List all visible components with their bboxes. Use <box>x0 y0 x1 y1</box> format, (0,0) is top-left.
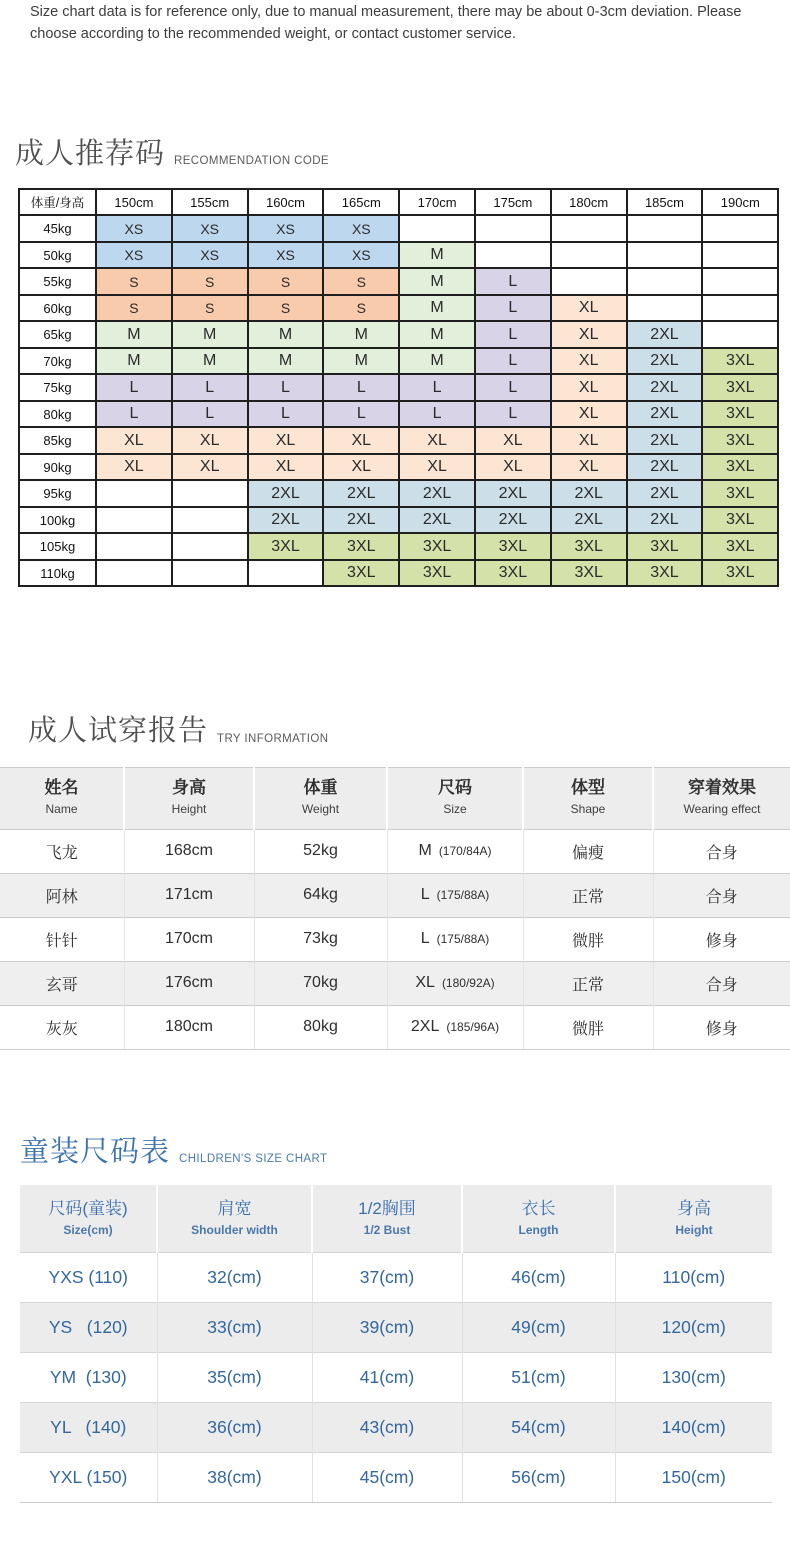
try-column-header <box>523 767 653 829</box>
children-column-header-zh: 肩宽 <box>217 1198 252 1218</box>
size-cell: XL <box>172 454 248 481</box>
size-cell: XL <box>96 454 172 481</box>
tester-name-cell: 针针 <box>0 917 124 961</box>
size-cell: 2XL <box>627 454 703 481</box>
size-cell: 3XL <box>702 374 778 401</box>
size-cell: 2XL <box>627 507 703 534</box>
size-cell: L <box>96 374 172 401</box>
size-cell: 2XL <box>551 507 627 534</box>
children-size-heading <box>20 1136 790 1169</box>
weight-label-cell: 85kg <box>19 427 96 454</box>
size-cell: 3XL <box>702 401 778 428</box>
size-cell: L <box>399 374 475 401</box>
tester-size-detail: (175/88A) <box>436 888 490 903</box>
size-cell: XS <box>323 242 399 269</box>
size-cell: L <box>475 268 551 295</box>
size-cell: L <box>475 295 551 322</box>
children-size-title-en: CHILDREN'S SIZE CHART <box>179 1152 328 1165</box>
weight-label-cell: 105kg <box>19 533 96 560</box>
empty-cell <box>96 560 172 587</box>
tester-name-cell: 灰灰 <box>0 1005 124 1049</box>
size-cell: 2XL <box>627 427 703 454</box>
weight-label-cell: 50kg <box>19 242 96 269</box>
tester-size-cell <box>387 829 523 873</box>
tester-size-cell <box>387 917 523 961</box>
try-column-header-en: Weight <box>301 801 340 816</box>
size-cell: 3XL <box>702 427 778 454</box>
empty-cell <box>627 295 703 322</box>
size-cell: L <box>323 401 399 428</box>
recommendation-row <box>19 268 778 295</box>
empty-cell <box>551 215 627 242</box>
size-cell: M <box>399 295 475 322</box>
try-table-row <box>0 1005 790 1049</box>
size-cell: S <box>172 295 248 322</box>
children-column-header-zh: 1/2胸围 <box>358 1198 416 1218</box>
size-cell: 3XL <box>323 533 399 560</box>
tester-weight-cell: 80kg <box>254 1005 387 1049</box>
size-cell: XL <box>551 427 627 454</box>
try-table-row <box>0 873 790 917</box>
size-cell: XL <box>323 427 399 454</box>
child-measure-cell: 120(cm) <box>615 1303 772 1353</box>
size-cell: XL <box>551 321 627 348</box>
child-size-code-cell: YXL (150) <box>20 1453 157 1503</box>
empty-cell <box>702 242 778 269</box>
child-size-code-cell: YS (120) <box>20 1303 157 1353</box>
size-cell: L <box>475 374 551 401</box>
height-header-cell: 180cm <box>551 189 627 216</box>
recommendation-row <box>19 348 778 375</box>
children-column-header-en: Size(cm) <box>63 1223 113 1238</box>
height-header-cell: 175cm <box>475 189 551 216</box>
adult-recommendation-section <box>0 138 790 588</box>
try-column-header-zh: 尺码 <box>438 777 472 797</box>
tester-shape-cell: 偏瘦 <box>523 829 653 873</box>
empty-cell <box>172 560 248 587</box>
try-column-header-en: Shape <box>570 801 606 816</box>
recommendation-row <box>19 454 778 481</box>
weight-label-cell: 100kg <box>19 507 96 534</box>
try-information-title-zh: 成人试穿报告 <box>28 715 209 748</box>
size-cell: XL <box>248 454 324 481</box>
size-cell: M <box>399 268 475 295</box>
child-measure-cell: 56(cm) <box>462 1453 615 1503</box>
size-cell: 2XL <box>323 480 399 507</box>
tester-effect-cell: 修身 <box>653 917 790 961</box>
recommendation-row <box>19 533 778 560</box>
size-cell: 2XL <box>399 507 475 534</box>
try-column-header <box>124 767 254 829</box>
try-information-title-en: TRY INFORMATION <box>217 732 329 745</box>
recommendation-header-row <box>19 189 778 216</box>
size-cell: M <box>172 321 248 348</box>
child-measure-cell: 46(cm) <box>462 1253 615 1303</box>
size-cell: M <box>248 348 324 375</box>
size-cell: M <box>399 321 475 348</box>
tester-name-cell: 飞龙 <box>0 829 124 873</box>
empty-cell <box>627 215 703 242</box>
size-cell: XL <box>172 427 248 454</box>
child-measure-cell: 140(cm) <box>615 1403 772 1453</box>
size-cell: M <box>399 242 475 269</box>
children-column-header-zh: 衣长 <box>521 1198 556 1218</box>
try-table-body <box>0 829 790 1049</box>
size-cell: S <box>96 295 172 322</box>
child-measure-cell: 35(cm) <box>157 1353 312 1403</box>
empty-cell <box>475 242 551 269</box>
size-cell: 3XL <box>475 560 551 587</box>
tester-name-cell: 阿林 <box>0 873 124 917</box>
children-column-header <box>157 1185 312 1253</box>
size-cell: 2XL <box>323 507 399 534</box>
size-cell: 3XL <box>702 454 778 481</box>
children-column-header <box>615 1185 772 1253</box>
size-cell: L <box>475 321 551 348</box>
child-measure-cell: 33(cm) <box>157 1303 312 1353</box>
recommendation-code-table <box>18 188 779 588</box>
size-cell: M <box>323 321 399 348</box>
size-cell: XL <box>323 454 399 481</box>
tester-weight-cell: 64kg <box>254 873 387 917</box>
tester-effect-cell: 合身 <box>653 961 790 1005</box>
size-cell: 3XL <box>399 560 475 587</box>
size-cell: 2XL <box>627 374 703 401</box>
size-cell: S <box>248 295 324 322</box>
recommendation-table-body <box>19 215 778 586</box>
size-cell: L <box>323 374 399 401</box>
children-table-row <box>20 1303 772 1353</box>
try-information-section <box>0 715 790 1049</box>
tester-shape-cell: 微胖 <box>523 917 653 961</box>
size-cell: 3XL <box>702 507 778 534</box>
height-header-cell: 165cm <box>323 189 399 216</box>
child-measure-cell: 39(cm) <box>312 1303 462 1353</box>
weight-label-cell: 75kg <box>19 374 96 401</box>
try-column-header <box>0 767 124 829</box>
tester-size-cell <box>387 961 523 1005</box>
size-cell: 2XL <box>475 507 551 534</box>
children-column-header-en: Length <box>518 1223 559 1238</box>
tester-height-cell: 180cm <box>124 1005 254 1049</box>
tester-effect-cell: 合身 <box>653 873 790 917</box>
tester-height-cell: 171cm <box>124 873 254 917</box>
recommendation-row <box>19 507 778 534</box>
size-cell: 2XL <box>627 480 703 507</box>
child-measure-cell: 130(cm) <box>615 1353 772 1403</box>
try-table-row <box>0 961 790 1005</box>
size-cell: 2XL <box>627 321 703 348</box>
size-cell: 2XL <box>627 401 703 428</box>
weight-label-cell: 45kg <box>19 215 96 242</box>
recommendation-row <box>19 427 778 454</box>
recommendation-row <box>19 321 778 348</box>
size-cell: S <box>248 268 324 295</box>
weight-label-cell: 90kg <box>19 454 96 481</box>
size-cell: XS <box>248 215 324 242</box>
size-cell: S <box>323 295 399 322</box>
size-cell: M <box>399 348 475 375</box>
size-cell: XL <box>551 454 627 481</box>
tester-size-cell <box>387 873 523 917</box>
tester-size-detail: (170/84A) <box>438 844 492 859</box>
tester-weight-cell: 52kg <box>254 829 387 873</box>
size-cell: S <box>323 268 399 295</box>
tester-shape-cell: 正常 <box>523 961 653 1005</box>
size-cell: XL <box>475 454 551 481</box>
children-column-header <box>462 1185 615 1253</box>
recommendation-row <box>19 374 778 401</box>
children-column-header-zh: 尺码(童装) <box>48 1198 128 1218</box>
children-column-header-zh: 身高 <box>677 1198 711 1218</box>
child-measure-cell: 38(cm) <box>157 1453 312 1503</box>
empty-cell <box>702 215 778 242</box>
tester-size-detail: (180/92A) <box>441 976 495 991</box>
size-chart-page <box>0 2 790 1503</box>
height-header-cell: 190cm <box>702 189 778 216</box>
children-column-header <box>312 1185 462 1253</box>
size-cell: 2XL <box>248 480 324 507</box>
tester-name-cell: 玄哥 <box>0 961 124 1005</box>
tester-shape-cell: 正常 <box>523 873 653 917</box>
children-size-title-zh: 童装尺码表 <box>20 1135 171 1168</box>
try-column-header-en: Size <box>443 801 467 816</box>
children-table-row <box>20 1353 772 1403</box>
empty-cell <box>172 533 248 560</box>
children-size-table <box>20 1185 772 1504</box>
child-size-code-cell: YXS (110) <box>20 1253 157 1303</box>
recommendation-row <box>19 560 778 587</box>
recommendation-row <box>19 480 778 507</box>
tester-effect-cell: 修身 <box>653 1005 790 1049</box>
size-cell: L <box>172 401 248 428</box>
size-cell: XS <box>323 215 399 242</box>
size-cell: 3XL <box>551 560 627 587</box>
adult-recommendation-title-en: RECOMMENDATION CODE <box>174 154 329 167</box>
size-cell: S <box>172 268 248 295</box>
size-cell: M <box>248 321 324 348</box>
size-cell: 3XL <box>702 533 778 560</box>
tester-size-detail: (175/88A) <box>436 932 490 947</box>
child-measure-cell: 150(cm) <box>615 1453 772 1503</box>
size-cell: XL <box>551 295 627 322</box>
try-information-heading <box>28 715 790 748</box>
children-size-section <box>0 1136 790 1504</box>
size-cell: 3XL <box>627 533 703 560</box>
children-column-header <box>20 1185 157 1253</box>
size-cell: L <box>475 348 551 375</box>
recommendation-row <box>19 215 778 242</box>
empty-cell <box>96 533 172 560</box>
tester-weight-cell: 73kg <box>254 917 387 961</box>
recommendation-row <box>19 401 778 428</box>
size-cell: 2XL <box>399 480 475 507</box>
size-cell: 3XL <box>627 560 703 587</box>
try-table-row <box>0 829 790 873</box>
tester-height-cell: 170cm <box>124 917 254 961</box>
child-measure-cell: 54(cm) <box>462 1403 615 1453</box>
tester-size-letter: XL <box>415 974 435 992</box>
empty-cell <box>627 268 703 295</box>
height-header-cell: 155cm <box>172 189 248 216</box>
empty-cell <box>702 268 778 295</box>
try-column-header-zh: 体重 <box>303 777 338 797</box>
try-column-header-zh: 体型 <box>571 777 605 797</box>
size-cell: XL <box>399 454 475 481</box>
children-table-row <box>20 1453 772 1503</box>
try-table-header <box>0 767 790 829</box>
size-cell: M <box>96 321 172 348</box>
empty-cell <box>551 242 627 269</box>
child-measure-cell: 36(cm) <box>157 1403 312 1453</box>
size-cell: XL <box>248 427 324 454</box>
size-cell: XL <box>551 401 627 428</box>
tester-effect-cell: 合身 <box>653 829 790 873</box>
size-cell: XS <box>96 215 172 242</box>
size-cell: 2XL <box>475 480 551 507</box>
child-measure-cell: 51(cm) <box>462 1353 615 1403</box>
size-cell: L <box>399 401 475 428</box>
children-table-row <box>20 1253 772 1303</box>
size-cell: L <box>248 374 324 401</box>
size-cell: 3XL <box>702 560 778 587</box>
children-table-row <box>20 1403 772 1453</box>
children-column-header-en: 1/2 Bust <box>363 1223 411 1238</box>
size-cell: XS <box>248 242 324 269</box>
height-header-cell: 160cm <box>248 189 324 216</box>
children-table-body <box>20 1253 772 1503</box>
size-cell: XS <box>96 242 172 269</box>
size-cell: 3XL <box>399 533 475 560</box>
size-cell: L <box>172 374 248 401</box>
tester-height-cell: 176cm <box>124 961 254 1005</box>
tester-weight-cell: 70kg <box>254 961 387 1005</box>
size-cell: M <box>96 348 172 375</box>
empty-cell <box>702 295 778 322</box>
size-cell: L <box>475 401 551 428</box>
children-column-header-en: Height <box>675 1223 713 1238</box>
size-cell: L <box>248 401 324 428</box>
size-cell: L <box>96 401 172 428</box>
size-cell: 3XL <box>475 533 551 560</box>
try-column-header-en: Name <box>45 801 78 816</box>
weight-label-cell: 70kg <box>19 348 96 375</box>
disclaimer-text: Size chart data is for reference only, due to manual measurement, there may be about 0-3cm deviation. Please choose according to the recommended weight, or contact customer service. <box>30 4 742 42</box>
empty-cell <box>399 215 475 242</box>
try-column-header-zh: 姓名 <box>44 777 79 797</box>
child-measure-cell: 43(cm) <box>312 1403 462 1453</box>
size-cell: XL <box>475 427 551 454</box>
try-table-row <box>0 917 790 961</box>
size-cell: 2XL <box>248 507 324 534</box>
size-cell: XL <box>96 427 172 454</box>
size-cell: XS <box>172 215 248 242</box>
empty-cell <box>248 560 324 587</box>
empty-cell <box>702 321 778 348</box>
try-column-header-en: Wearing effect <box>683 801 761 816</box>
recommendation-row <box>19 242 778 269</box>
tester-size-cell <box>387 1005 523 1049</box>
weight-height-corner-header: 体重/身高 <box>19 189 96 216</box>
size-cell: 3XL <box>323 560 399 587</box>
size-cell: XL <box>399 427 475 454</box>
children-column-header-en: Shoulder width <box>191 1223 278 1238</box>
try-column-header-zh: 穿着效果 <box>688 777 756 797</box>
child-measure-cell: 41(cm) <box>312 1353 462 1403</box>
height-header-cell: 170cm <box>399 189 475 216</box>
empty-cell <box>475 215 551 242</box>
size-cell: 3XL <box>702 480 778 507</box>
tester-shape-cell: 微胖 <box>523 1005 653 1049</box>
height-header-cell: 185cm <box>627 189 703 216</box>
child-measure-cell: 49(cm) <box>462 1303 615 1353</box>
child-size-code-cell: YM (130) <box>20 1353 157 1403</box>
size-cell: M <box>323 348 399 375</box>
size-cell: XL <box>551 348 627 375</box>
tester-height-cell: 168cm <box>124 829 254 873</box>
empty-cell <box>172 507 248 534</box>
tester-size-letter: M <box>418 842 432 860</box>
empty-cell <box>96 480 172 507</box>
size-cell: XL <box>551 374 627 401</box>
empty-cell <box>627 242 703 269</box>
try-column-header <box>254 767 387 829</box>
adult-recommendation-title-zh: 成人推荐码 <box>15 137 166 170</box>
empty-cell <box>551 268 627 295</box>
size-cell: M <box>172 348 248 375</box>
try-information-table <box>0 767 790 1050</box>
weight-label-cell: 110kg <box>19 560 96 587</box>
size-cell: 2XL <box>551 480 627 507</box>
weight-label-cell: 95kg <box>19 480 96 507</box>
child-measure-cell: 45(cm) <box>312 1453 462 1503</box>
recommendation-table-header <box>19 189 778 216</box>
size-cell: 3XL <box>248 533 324 560</box>
try-header-row <box>0 767 790 829</box>
try-column-header <box>387 767 523 829</box>
tester-size-letter: L <box>420 886 430 904</box>
size-cell: 3XL <box>702 348 778 375</box>
size-cell: 3XL <box>551 533 627 560</box>
weight-label-cell: 60kg <box>19 295 96 322</box>
size-cell: S <box>96 268 172 295</box>
children-header-row <box>20 1185 772 1253</box>
children-table-header <box>20 1185 772 1253</box>
try-column-header-zh: 身高 <box>172 777 206 797</box>
size-cell: 2XL <box>627 348 703 375</box>
recommendation-row <box>19 295 778 322</box>
child-measure-cell: 110(cm) <box>615 1253 772 1303</box>
adult-recommendation-heading <box>15 138 790 171</box>
tester-size-letter: L <box>420 930 430 948</box>
child-size-code-cell: YL (140) <box>20 1403 157 1453</box>
try-column-header <box>653 767 790 829</box>
child-measure-cell: 37(cm) <box>312 1253 462 1303</box>
empty-cell <box>172 480 248 507</box>
tester-size-letter: 2XL <box>410 1018 440 1036</box>
weight-label-cell: 80kg <box>19 401 96 428</box>
try-column-header-en: Height <box>171 801 207 816</box>
height-header-cell: 150cm <box>96 189 172 216</box>
weight-label-cell: 55kg <box>19 268 96 295</box>
weight-label-cell: 65kg <box>19 321 96 348</box>
empty-cell <box>96 507 172 534</box>
child-measure-cell: 32(cm) <box>157 1253 312 1303</box>
size-cell: XS <box>172 242 248 269</box>
tester-size-detail: (185/96A) <box>446 1020 500 1035</box>
